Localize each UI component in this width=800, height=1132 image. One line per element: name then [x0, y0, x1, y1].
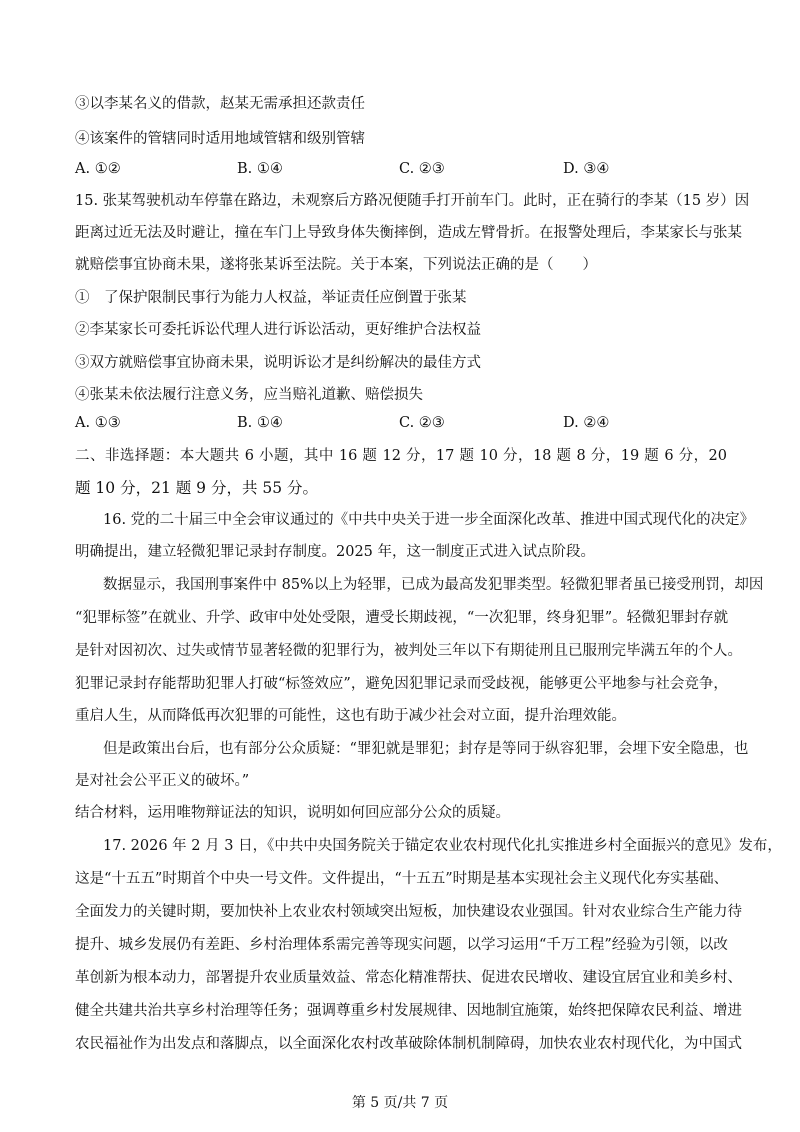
q15-statement-3: ③双方就赔偿事宜协商未果，说明诉讼才是纠纷解决的最佳方式 — [75, 355, 481, 371]
q14-statement-3: ③以李某名义的借款，赵某无需承担还款责任 — [75, 96, 365, 112]
q16-task: 结合材料，运用唯物辩证法的知识，说明如何回应部分公众的质疑。 — [75, 805, 510, 821]
q14-statement-4: ④该案件的管辖同时适用地域管辖和级别管辖 — [75, 131, 365, 147]
q15-statement-2: ②李某家长可委托诉讼代理人进行诉讼活动，更好维护合法权益 — [75, 322, 481, 338]
q14-option-c[interactable]: C. ②③ — [399, 161, 445, 177]
q16-paragraph-1-line-1: 16. 党的二十届三中全会审议通过的《中共中央关于进一步全面深化改革、推进中国式现代化的决定》 — [103, 512, 755, 528]
q15-options — [75, 415, 725, 435]
q17-line-6: 健全共建共治共享乡村治理等任务；强调尊重乡村发展规律、因地制宜施策，始终把保障农民利益、增进 — [75, 1003, 742, 1019]
q16-paragraph-2-line-1: 数据显示，我国刑事案件中 85%以上为轻罪，已成为最高发犯罪类型。轻微犯罪者虽已接受刑罚，却因 — [103, 577, 764, 593]
q16-paragraph-3-line-1: 但是政策出台后，也有部分公众质疑：“罪犯就是罪犯；封存是等同于纵容犯罪，会埋下安全隐患，也 — [103, 741, 749, 757]
q17-line-2: 这是“十五五”时期首个中央一号文件。文件提出，“十五五”时期是基本实现社会主义现代化夯实基础、 — [75, 871, 729, 887]
q14-option-b[interactable]: B. ①④ — [237, 161, 283, 177]
q15-stem-line-1: 15. 张某驾驶机动车停靠在路边，未观察后方路况便随手打开前车门。此时，正在骑行的李某（15 岁）因 — [75, 193, 750, 209]
q16-paragraph-2-line-4: 犯罪记录封存能帮助犯罪人打破“标签效应”，避免因犯罪记录而受歧视，能够更公平地参与社会竞争， — [75, 676, 728, 692]
q16-paragraph-2-line-2: “犯罪标签”在就业、升学、政审中处处受限，遭受长期歧视，“一次犯罪，终身犯罪”。轻微犯罪封存就 — [75, 610, 729, 626]
q17-line-4: 提升、城乡发展仍有差距、乡村治理体系需完善等现实问题，以学习运用“千万工程”经验为引领，以改 — [75, 937, 728, 953]
q15-option-b[interactable]: B. ①④ — [237, 415, 283, 431]
q17-line-7: 农民福祉作为出发点和落脚点，以全面深化农村改革破除体制机制障碍，加快农业农村现代化，为中国式 — [75, 1036, 742, 1052]
q15-statement-4: ④张某未依法履行注意义务，应当赔礼道歉、赔偿损失 — [75, 387, 423, 403]
q15-stem-line-3: 就赔偿事宜协商未果，遂将张某诉至法院。关于本案，下列说法正确的是（ ） — [75, 257, 597, 273]
q15-statement-1: ① 了保护限制民事行为能力人权益，举证责任应倒置于张某 — [75, 290, 467, 306]
q14-option-a[interactable]: A. ①② — [75, 161, 121, 177]
q17-line-5: 革创新为根本动力，部署提升农业质量效益、常态化精准帮扶、促进农民增收、建设宜居宜业和美乡村、 — [75, 970, 742, 986]
q15-option-a[interactable]: A. ①③ — [75, 415, 121, 431]
q14-option-d[interactable]: D. ③④ — [563, 161, 610, 177]
q14-options — [75, 161, 725, 181]
q16-paragraph-2-line-3: 是针对因初次、过失或情节显著轻微的犯罪行为，被判处三年以下有期徒刑且已服刑完毕满五年的个人。 — [75, 643, 742, 659]
q16-paragraph-1-line-2: 明确提出，建立轻微犯罪记录封存制度。2025 年，这一制度正式进入试点阶段。 — [75, 544, 596, 560]
section-heading-line-2: 题 10 分，21 题 9 分，共 55 分。 — [75, 479, 319, 497]
q15-option-d[interactable]: D. ②④ — [563, 415, 610, 431]
q17-line-1: 17. 2026 年 2 月 3 日，《中共中央国务院关于锚定农业农村现代化扎实推进乡村全面振兴的意见》发布， — [103, 838, 782, 854]
q15-option-c[interactable]: C. ②③ — [399, 415, 445, 431]
q15-stem-line-2: 距离过近无法及时避让，撞在车门上导致身体失衡摔倒，造成左臂骨折。在报警处理后，李某家长与张某 — [75, 225, 742, 241]
q17-line-3: 全面发力的关键时期，要加快补上农业农村领域突出短板，加快建设农业强国。针对农业综合生产能力待 — [75, 904, 742, 920]
section-heading-line-1: 二、非选择题：本大题共 6 小题，其中 16 题 12 分，17 题 10 分，18 题 8 分，19 题 6 分，20 — [75, 448, 727, 464]
page-number: 第 5 页/共 7 页 — [351, 1095, 449, 1111]
q16-paragraph-3-line-2: 是对社会公平正义的破坏。” — [75, 773, 250, 789]
q16-paragraph-2-line-5: 重启人生，从而降低再次犯罪的可能性，这也有助于减少社会对立面，提升治理效能。 — [75, 708, 626, 724]
